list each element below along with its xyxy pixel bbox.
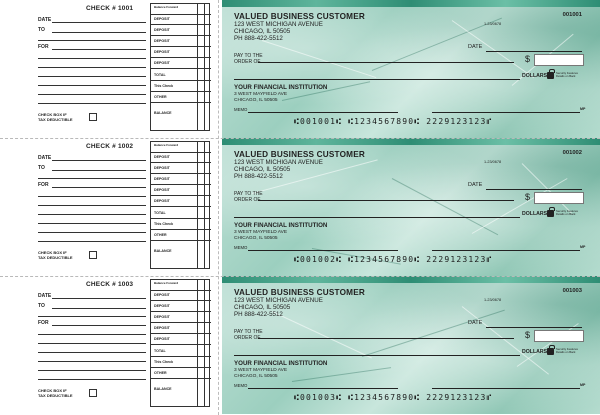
tax-deductible-checkbox[interactable]: [89, 251, 97, 259]
date-line[interactable]: [486, 327, 582, 328]
ledger-row: [151, 311, 211, 312]
ledger-column-divider: [204, 280, 205, 406]
marble-vein: [292, 367, 391, 382]
check-top-band: [222, 138, 600, 145]
business-phone: PH 888-422-5512: [234, 311, 283, 318]
ledger-row: [151, 14, 211, 15]
amount-box[interactable]: [534, 330, 584, 342]
ledger-row-label: DEPOSIT: [154, 50, 170, 54]
dollars-label: DOLLARS: [522, 73, 548, 79]
business-phone: PH 888-422-5512: [234, 173, 283, 180]
memo-label: MEMO: [234, 107, 248, 112]
security-note: Security Features Details on Back: [556, 71, 578, 78]
stub-check-number: CHECK # 1001: [86, 5, 134, 12]
ledger-row: [151, 378, 211, 379]
bank-name: YOUR FINANCIAL INSTITUTION: [234, 84, 328, 91]
tax-deductible-label: CHECK BOX IF TAX DEDUCTIBLE: [38, 388, 73, 398]
ledger-row-label: TOTAL: [154, 73, 166, 77]
ledger-row-label: DEPOSIT: [154, 166, 170, 170]
stub-memo-line[interactable]: [38, 379, 146, 380]
signature-line[interactable]: [432, 388, 580, 389]
ledger-row-label: DEPOSIT: [154, 326, 170, 330]
stub-check-number: CHECK # 1002: [86, 143, 134, 150]
date-label: DATE: [468, 182, 483, 188]
micr-line: ⑆001002⑆ ⑆1234567890⑆ 2229123123⑈: [294, 255, 493, 264]
marble-vein: [262, 40, 376, 78]
signature-line[interactable]: [432, 250, 580, 251]
ledger-row: [151, 300, 211, 301]
stub-for-label: FOR: [38, 182, 49, 188]
memo-line[interactable]: [248, 112, 398, 113]
micr-line: ⑆001003⑆ ⑆1234567890⑆ 2229123123⑈: [294, 393, 493, 402]
pay-to-label: PAY TO THE ORDER OF: [234, 53, 263, 65]
ledger-row-label: DEPOSIT: [154, 177, 170, 181]
ledger-row: [151, 333, 211, 334]
memo-label: MEMO: [234, 383, 248, 388]
stub-check-number: CHECK # 1003: [86, 281, 134, 288]
memo-line[interactable]: [248, 388, 398, 389]
tax-deductible-checkbox[interactable]: [89, 113, 97, 121]
lock-icon: [547, 210, 554, 217]
ledger-column-divider: [197, 142, 198, 268]
stub-memo-line[interactable]: [38, 334, 146, 335]
stub-memo-line[interactable]: [38, 241, 146, 242]
stub-to-line[interactable]: [52, 32, 146, 33]
check-stub: [0, 0, 218, 138]
transit-code: 1-23/0678: [484, 160, 502, 164]
ledger-row-label: OTHER: [154, 371, 167, 375]
stub-for-label: FOR: [38, 320, 49, 326]
stub-for-line[interactable]: [52, 49, 146, 50]
ledger-row: [151, 152, 211, 153]
ledger-column-divider: [204, 4, 205, 130]
stub-date-line[interactable]: [52, 160, 146, 161]
check-perforation: [0, 276, 600, 277]
tax-deductible-label: CHECK BOX IF TAX DEDUCTIBLE: [38, 250, 73, 260]
dollars-label: DOLLARS: [522, 349, 548, 355]
payee-line[interactable]: [258, 200, 514, 201]
ledger-row-label: DEPOSIT: [154, 337, 170, 341]
bank-address-line1: 3 WEST MAYFIELD AVE: [234, 368, 288, 373]
security-note: Security Features Details on Back: [556, 209, 578, 216]
marble-vein: [472, 178, 568, 234]
check-stub: [0, 276, 218, 414]
dollars-label: DOLLARS: [522, 211, 548, 217]
mp-label: MP: [580, 383, 586, 387]
ledger-row: [151, 57, 211, 58]
stub-memo-line[interactable]: [38, 103, 146, 104]
check-top-band: [222, 276, 600, 283]
check-set-2: [0, 138, 600, 276]
ledger-row-label: DEPOSIT: [154, 39, 170, 43]
stub-date-label: DATE: [38, 17, 52, 23]
ledger-row-label: This Check: [154, 360, 174, 364]
ledger-row-label: TOTAL: [154, 349, 166, 353]
check-set-3: [0, 276, 600, 414]
ledger-row: [151, 173, 211, 174]
ledger-row-label: DEPOSIT: [154, 293, 170, 297]
ledger-row: [151, 35, 211, 36]
lock-icon: [547, 348, 554, 355]
ledger-row: [151, 24, 211, 25]
stub-to-label: TO: [38, 27, 45, 33]
payee-line[interactable]: [258, 338, 514, 339]
ledger-row: [151, 68, 211, 69]
marble-vein: [272, 311, 372, 358]
tax-deductible-checkbox[interactable]: [89, 389, 97, 397]
ledger-row-label: BALANCE: [154, 111, 172, 115]
dollar-sign: $: [525, 54, 531, 64]
stub-memo-line[interactable]: [38, 67, 146, 68]
amount-words-line[interactable]: [234, 217, 520, 218]
bank-name: YOUR FINANCIAL INSTITUTION: [234, 360, 328, 367]
stub-ledger: [150, 279, 210, 407]
transit-code: 1-23/0678: [484, 298, 502, 302]
ledger-column-divider: [197, 280, 198, 406]
date-label: DATE: [468, 44, 483, 50]
stub-memo-line[interactable]: [38, 94, 146, 95]
ledger-row: [151, 195, 211, 196]
check-face: [222, 138, 600, 276]
business-name: VALUED BUSINESS CUSTOMER: [234, 12, 365, 21]
transit-code: 1-23/0678: [484, 22, 502, 26]
dollar-sign: $: [525, 192, 531, 202]
ledger-row: [151, 322, 211, 323]
stub-memo-line[interactable]: [38, 85, 146, 86]
stub-date-label: DATE: [38, 293, 52, 299]
bank-address-line1: 3 WEST MAYFIELD AVE: [234, 230, 288, 235]
payee-line[interactable]: [258, 62, 514, 63]
stub-perforation: [218, 0, 219, 415]
date-line[interactable]: [486, 189, 582, 190]
stub-memo-line[interactable]: [38, 361, 146, 362]
ledger-row: [151, 184, 211, 185]
stub-memo-line[interactable]: [38, 214, 146, 215]
business-address-line1: 123 WEST MICHIGAN AVENUE: [234, 297, 323, 304]
stub-memo-line[interactable]: [38, 352, 146, 353]
stub-to-line-2[interactable]: [38, 178, 146, 179]
ledger-row-label: This Check: [154, 84, 174, 88]
ledger-row-label: TOTAL: [154, 211, 166, 215]
pay-to-label: PAY TO THE ORDER OF: [234, 329, 263, 341]
amount-box[interactable]: [534, 192, 584, 204]
amount-words-line[interactable]: [234, 79, 520, 80]
stub-to-line[interactable]: [52, 170, 146, 171]
bank-address-line1: 3 WEST MAYFIELD AVE: [234, 92, 288, 97]
check-set-1: [0, 0, 600, 138]
stub-memo-line[interactable]: [38, 196, 146, 197]
ledger-row-label: DEPOSIT: [154, 61, 170, 65]
business-address-line2: CHICAGO, IL 50505: [234, 166, 291, 173]
bank-name: YOUR FINANCIAL INSTITUTION: [234, 222, 328, 229]
check-top-band: [222, 0, 600, 7]
security-note: Security Features Details on Back: [556, 347, 578, 354]
stub-for-line[interactable]: [52, 325, 146, 326]
ledger-row: [151, 218, 211, 219]
ledger-row-label: DEPOSIT: [154, 188, 170, 192]
date-line[interactable]: [486, 51, 582, 52]
check-number: 001002: [562, 150, 582, 156]
business-address-line2: CHICAGO, IL 50505: [234, 28, 291, 35]
ledger-column-divider: [197, 4, 198, 130]
bank-address-line2: CHICAGO, IL 50505: [234, 236, 278, 241]
lock-icon: [547, 72, 554, 79]
ledger-row: [151, 229, 211, 230]
stub-memo-line[interactable]: [38, 58, 146, 59]
amount-box[interactable]: [534, 54, 584, 66]
ledger-row-label: DEPOSIT: [154, 28, 170, 32]
ledger-row-label: BALANCE: [154, 387, 172, 391]
business-phone: PH 888-422-5512: [234, 35, 283, 42]
stub-date-line[interactable]: [52, 298, 146, 299]
ledger-row-label: DEPOSIT: [154, 199, 170, 203]
stub-memo-line[interactable]: [38, 232, 146, 233]
check-number: 001001: [562, 12, 582, 18]
marble-vein: [452, 20, 534, 78]
ledger-row: [151, 356, 211, 357]
ledger-row-label: DEPOSIT: [154, 315, 170, 319]
stub-for-line[interactable]: [52, 187, 146, 188]
mp-label: MP: [580, 107, 586, 111]
business-address-line2: CHICAGO, IL 50505: [234, 304, 291, 311]
pay-to-label: PAY TO THE ORDER OF: [234, 191, 263, 203]
stub-memo-line[interactable]: [38, 76, 146, 77]
ledger-row-label: DEPOSIT: [154, 17, 170, 21]
business-name: VALUED BUSINESS CUSTOMER: [234, 150, 365, 159]
ledger-column-divider: [204, 142, 205, 268]
stub-memo-line[interactable]: [38, 205, 146, 206]
stub-to-line-2[interactable]: [38, 316, 146, 317]
ledger-row: [151, 290, 211, 291]
stub-to-label: TO: [38, 165, 45, 171]
ledger-header: Balance Forward: [154, 143, 179, 147]
stub-memo-line[interactable]: [38, 343, 146, 344]
stub-memo-line[interactable]: [38, 370, 146, 371]
stub-date-label: DATE: [38, 155, 52, 161]
bank-address-line2: CHICAGO, IL 50505: [234, 98, 278, 103]
ledger-header: Balance Forward: [154, 281, 179, 285]
stub-ledger: [150, 141, 210, 269]
ledger-row: [151, 91, 211, 92]
check-perforation: [0, 138, 600, 139]
marble-vein: [362, 310, 505, 357]
ledger-row: [151, 162, 211, 163]
ledger-row-label: OTHER: [154, 233, 167, 237]
ledger-row: [151, 344, 211, 345]
dollar-sign: $: [525, 330, 531, 340]
signature-line[interactable]: [432, 112, 580, 113]
memo-label: MEMO: [234, 245, 248, 250]
business-address-line1: 123 WEST MICHIGAN AVENUE: [234, 159, 323, 166]
bank-address-line2: CHICAGO, IL 50505: [234, 374, 278, 379]
check-face: [222, 0, 600, 138]
stub-to-line-2[interactable]: [38, 40, 146, 41]
business-name: VALUED BUSINESS CUSTOMER: [234, 288, 365, 297]
stub-date-line[interactable]: [52, 22, 146, 23]
ledger-row-label: DEPOSIT: [154, 304, 170, 308]
ledger-row-label: This Check: [154, 222, 174, 226]
ledger-row-label: DEPOSIT: [154, 155, 170, 159]
ledger-row: [151, 206, 211, 207]
stub-for-label: FOR: [38, 44, 49, 50]
stub-to-label: TO: [38, 303, 45, 309]
ledger-row: [151, 240, 211, 241]
memo-line[interactable]: [248, 250, 398, 251]
stub-to-line[interactable]: [52, 308, 146, 309]
stub-ledger: [150, 3, 210, 131]
mp-label: MP: [580, 245, 586, 249]
ledger-header: Balance Forward: [154, 5, 179, 9]
ledger-row-label: OTHER: [154, 95, 167, 99]
ledger-row: [151, 80, 211, 81]
check-face: [222, 276, 600, 414]
amount-words-line[interactable]: [234, 355, 520, 356]
ledger-row: [151, 367, 211, 368]
micr-line: ⑆001001⑆ ⑆1234567890⑆ 2229123123⑈: [294, 117, 493, 126]
check-number: 001003: [562, 288, 582, 294]
ledger-row: [151, 102, 211, 103]
stub-memo-line[interactable]: [38, 223, 146, 224]
tax-deductible-label: CHECK BOX IF TAX DEDUCTIBLE: [38, 112, 73, 122]
date-label: DATE: [468, 320, 483, 326]
check-stub: [0, 138, 218, 276]
business-address-line1: 123 WEST MICHIGAN AVENUE: [234, 21, 323, 28]
ledger-row-label: BALANCE: [154, 249, 172, 253]
ledger-row: [151, 46, 211, 47]
